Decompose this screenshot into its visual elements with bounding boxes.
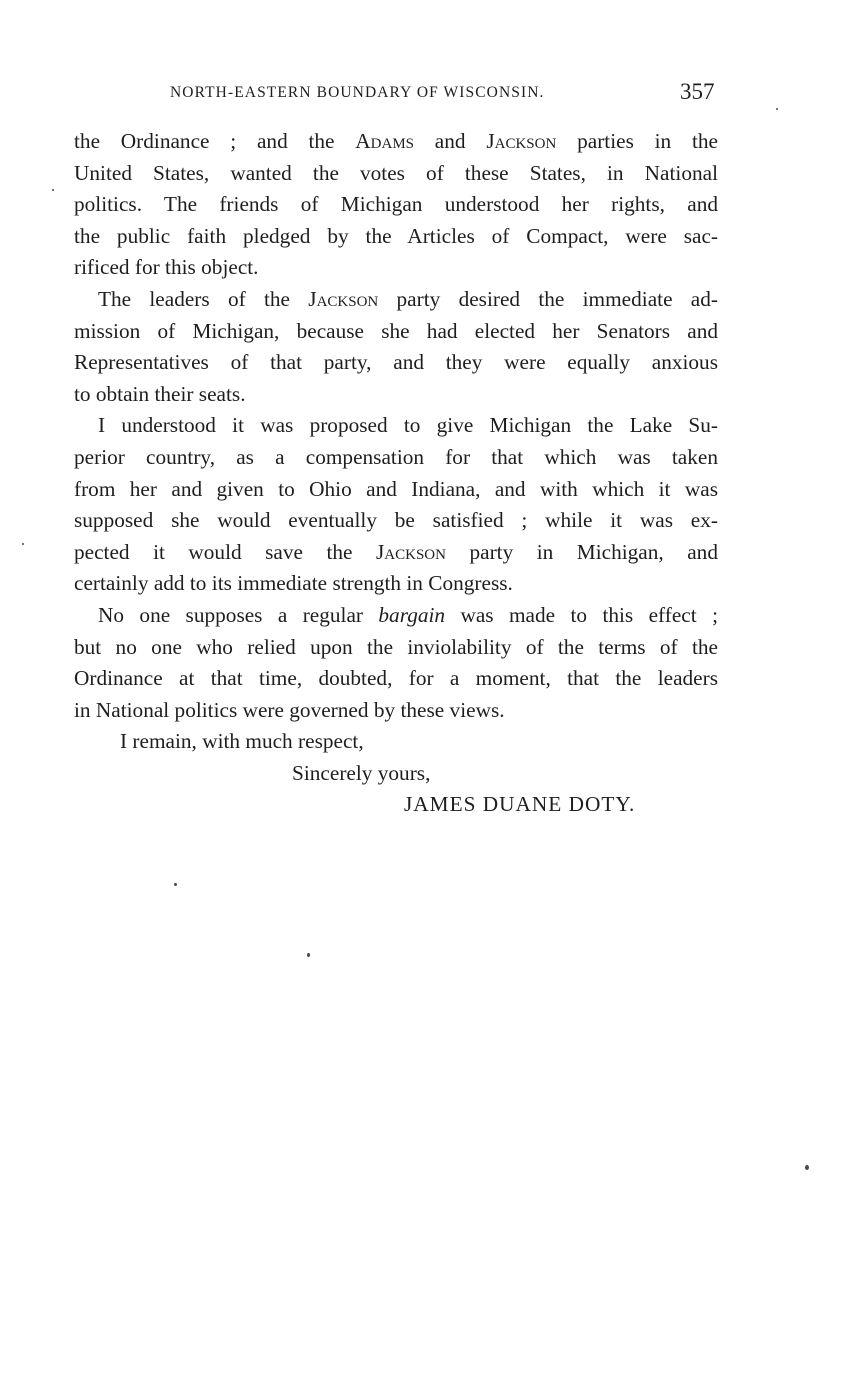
name-jackson: Jackson (308, 286, 379, 311)
text-line: Ordinance at that time, doubted, for a moment, that the leaders (74, 666, 718, 691)
closing (74, 726, 718, 821)
paragraph-1 (74, 126, 718, 284)
text-line: mission of Michigan, because she had elected her Senators and (74, 318, 718, 343)
text-line: Representatives of that party, and they were equally anxious (74, 350, 718, 375)
text-line: from her and given to Ohio and Indiana, and with which it was (74, 476, 718, 501)
name-adams: Adams (355, 129, 415, 153)
running-head: NORTH-EASTERN BOUNDARY OF WISCONSIN. (170, 84, 545, 101)
print-speck (805, 1165, 809, 1170)
name-jackson: Jackson (376, 539, 446, 564)
name-jackson: Jackson (486, 129, 557, 153)
print-speck (174, 883, 177, 886)
text-line: but no one who relied upon the inviolability of the terms of the (74, 634, 718, 659)
italic-word: bargain (378, 602, 446, 627)
print-speck (307, 953, 310, 957)
text-line: to obtain their seats. (74, 381, 246, 406)
text-line: The leaders of the Jackson party desired the immediate ad- (98, 286, 718, 311)
print-speck (776, 108, 778, 110)
text-line: politics. The friends of Michigan understood her rights, and (74, 192, 718, 217)
closing-salutation: I remain, with much respect, (120, 729, 364, 754)
letter-body (74, 126, 718, 821)
page-number: 357 (680, 79, 715, 104)
text-line: supposed she would eventually be satisfied ; while it was ex- (74, 508, 718, 533)
text-line: I understood it was proposed to give Michigan the Lake Su- (98, 413, 718, 438)
signature: JAMES DUANE DOTY. (404, 792, 636, 817)
text-line: certainly add to its immediate strength in Congress. (74, 571, 513, 596)
closing-valediction: Sincerely yours, (292, 760, 431, 785)
text-line: rificed for this object. (74, 255, 259, 280)
text-line: perior country, as a compensation for that which was taken (74, 444, 718, 469)
text-line: United States, wanted the votes of these States, in National (74, 160, 718, 185)
print-speck (52, 189, 54, 191)
paragraph-4 (74, 600, 718, 726)
text-line: pected it would save the Jackson party in Michigan, and (74, 539, 718, 564)
print-speck (22, 543, 24, 545)
text-line: in National politics were governed by these views. (74, 697, 505, 722)
text-line: the public faith pledged by the Articles of Compact, were sac- (74, 223, 718, 248)
paragraph-2 (74, 284, 718, 410)
paragraph-3 (74, 410, 718, 600)
text-line: the Ordinance ; and the Adams and Jackson parties in the (74, 129, 719, 153)
text-line: No one supposes a regular bargain was made to this effect ; (98, 602, 718, 627)
